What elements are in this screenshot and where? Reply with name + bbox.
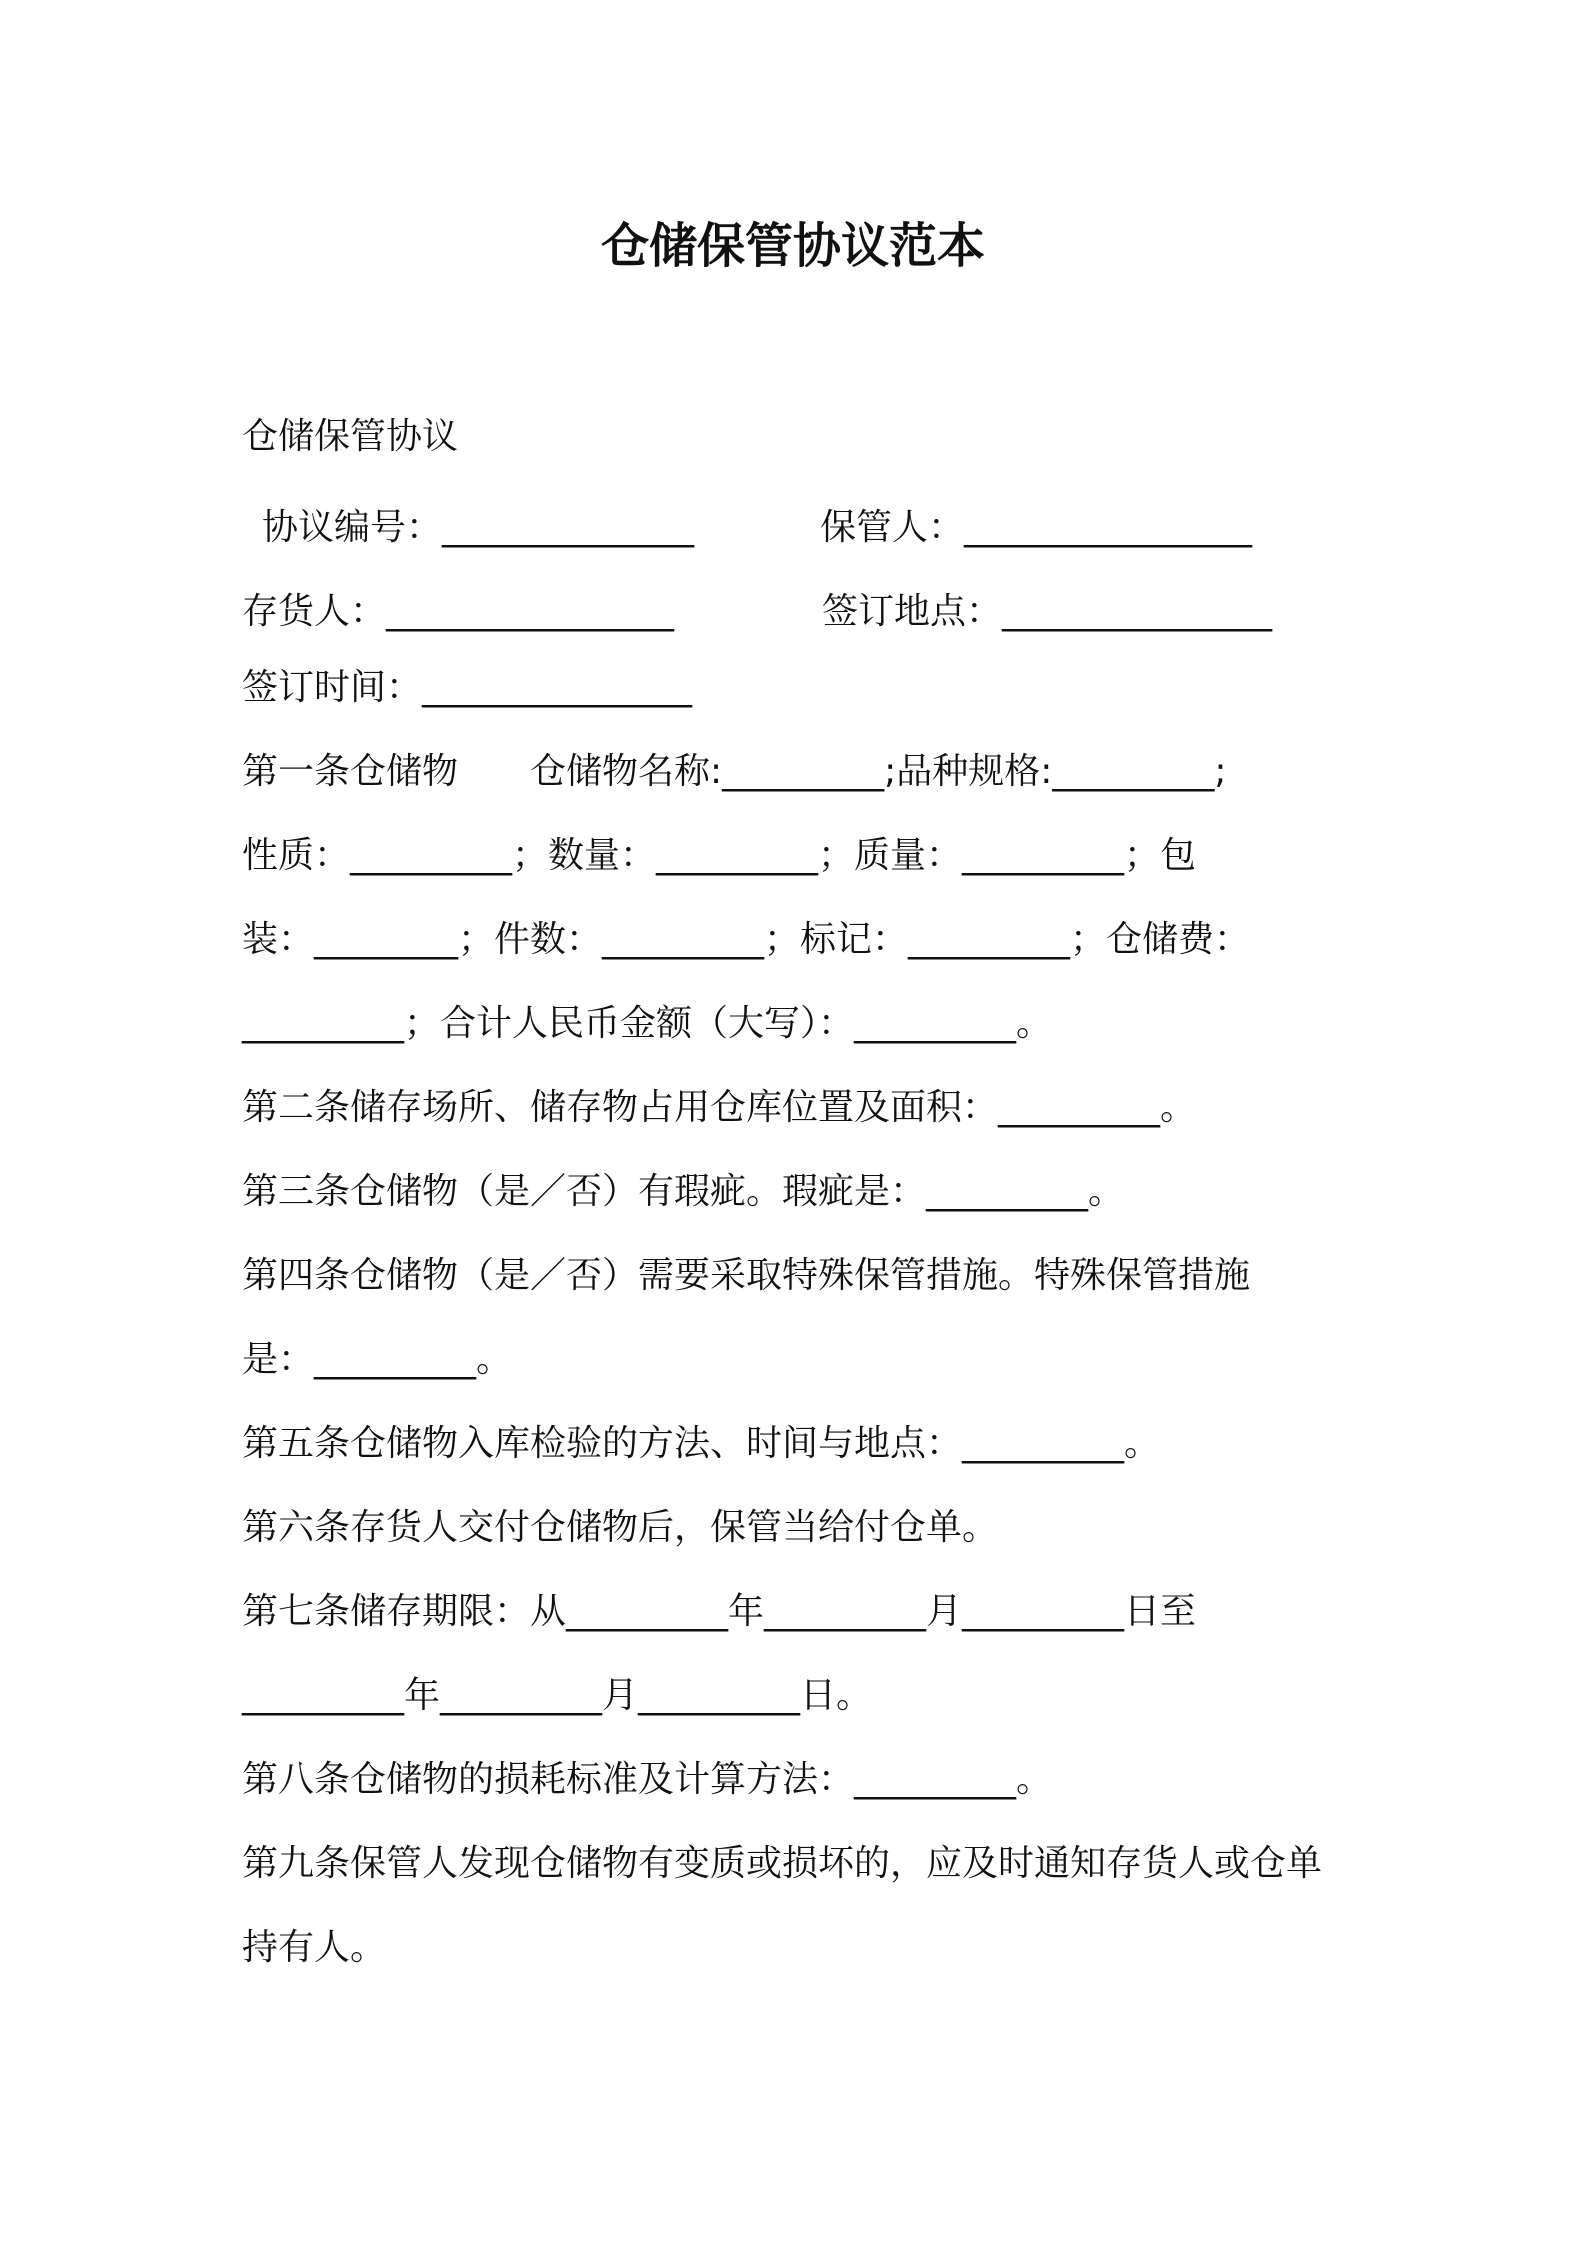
article-5: 第五条仓储物入库检验的方法、时间与地点：_________。 xyxy=(242,1423,1161,1464)
article-7-line-1: 第七条储存期限：从_________年_________月_________日至 xyxy=(242,1591,1197,1632)
document-subtitle: 仓储保管协议 xyxy=(242,416,459,457)
article-4-line-1: 第四条仓储物（是／否）需要采取特殊保管措施。特殊保管措施 xyxy=(242,1255,1251,1296)
article-1-line-1: 第一条仓储物 仓储物名称:_________;品种规格:_________; xyxy=(242,751,1227,792)
article-1-line-4: _________；合计人民币金额（大写）：_________。 xyxy=(242,1003,1053,1044)
article-1-line-2: 性质：_________；数量：_________；质量：_________；包 xyxy=(242,835,1197,876)
custodian-field: 保管人：________________ xyxy=(820,507,1253,548)
article-8: 第八条仓储物的损耗标准及计算方法：_________。 xyxy=(242,1759,1053,1800)
article-4-line-2: 是：_________。 xyxy=(242,1339,513,1380)
article-6: 第六条存货人交付仓储物后，保管当给付仓单。 xyxy=(242,1507,999,1548)
article-1-line-3: 装：________；件数：_________；标记：_________；仓储费： xyxy=(242,919,1251,960)
article-7-line-2: _________年_________月_________日。 xyxy=(242,1675,872,1716)
sign-place-field: 签订地点：_______________ xyxy=(822,591,1273,632)
article-3: 第三条仓储物（是／否）有瑕疵。瑕疵是：_________。 xyxy=(242,1171,1125,1212)
article-9-line-2: 持有人。 xyxy=(242,1927,387,1968)
document-title: 仓储保管协议范本 xyxy=(600,218,985,274)
article-2: 第二条储存场所、储存物占用仓库位置及面积：_________。 xyxy=(242,1087,1197,1128)
depositor-field: 存货人：________________ xyxy=(242,591,675,632)
sign-time-field: 签订时间：_______________ xyxy=(242,667,693,708)
article-9-line-1: 第九条保管人发现仓储物有变质或损坏的，应及时通知存货人或仓单 xyxy=(242,1843,1323,1884)
agreement-number-field: 协议编号：______________ xyxy=(262,507,695,548)
